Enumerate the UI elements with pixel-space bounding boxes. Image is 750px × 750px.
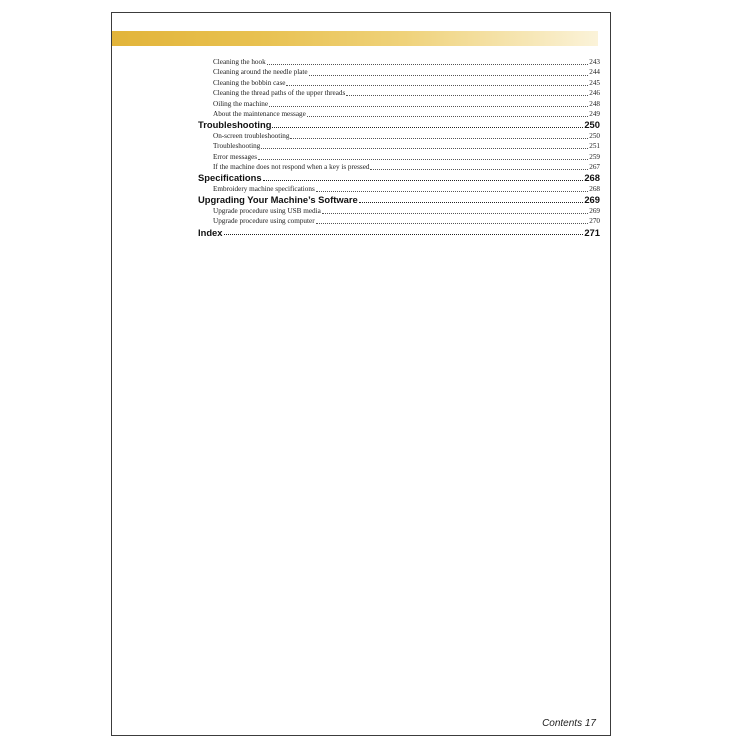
toc-subsection-entry[interactable] — [198, 206, 600, 216]
toc-dot-leader — [267, 63, 589, 65]
toc-subsection-entry[interactable] — [198, 78, 600, 88]
toc-dot-leader — [346, 94, 588, 96]
toc-dot-leader — [370, 168, 588, 170]
toc-section-entry[interactable] — [198, 227, 600, 239]
toc-dot-leader — [261, 147, 588, 149]
toc-entry-page-number: 249 — [589, 109, 600, 118]
document-page — [111, 12, 611, 736]
toc-entry-title: Upgrade procedure using USB media — [213, 206, 321, 215]
toc-entry-page-number: 259 — [589, 152, 600, 161]
toc-dot-leader — [263, 179, 584, 181]
table-of-contents — [198, 57, 600, 238]
toc-entry-page-number: 250 — [589, 131, 600, 140]
toc-dot-leader — [290, 137, 588, 139]
toc-entry-title: About the maintenance message — [213, 109, 306, 118]
toc-subsection-entry[interactable] — [198, 57, 600, 67]
toc-dot-leader — [272, 126, 583, 128]
toc-section-entry[interactable] — [198, 119, 600, 131]
toc-dot-leader — [224, 233, 584, 235]
toc-dot-leader — [309, 74, 589, 76]
toc-entry-title: Cleaning the bobbin case — [213, 78, 286, 87]
toc-subsection-entry[interactable] — [198, 131, 600, 141]
toc-dot-leader — [286, 84, 588, 86]
toc-entry-title: Upgrading Your Machine’s Software — [198, 194, 358, 206]
toc-dot-leader — [316, 190, 588, 192]
toc-dot-leader — [307, 115, 588, 117]
toc-entry-page-number: 244 — [589, 68, 600, 77]
toc-entry-title: Index — [198, 226, 223, 238]
toc-entry-title: On-screen troubleshooting — [213, 131, 290, 140]
toc-entry-page-number: 243 — [589, 58, 600, 66]
toc-subsection-entry[interactable] — [198, 216, 600, 226]
toc-subsection-entry[interactable] — [198, 88, 600, 98]
toc-dot-leader — [258, 158, 588, 160]
toc-subsection-entry[interactable] — [198, 99, 600, 109]
toc-entry-title: Embroidery machine specifications — [213, 184, 315, 193]
toc-entry-title: Cleaning the thread paths of the upper threads — [213, 89, 346, 98]
toc-dot-leader — [316, 222, 589, 224]
toc-subsection-entry[interactable] — [198, 184, 600, 194]
toc-subsection-entry[interactable] — [198, 109, 600, 119]
footer-page-label: Contents 17 — [542, 718, 596, 729]
toc-entry-title: Cleaning the hook — [213, 58, 266, 66]
toc-entry-page-number: 269 — [584, 194, 600, 206]
toc-entry-page-number: 269 — [589, 206, 600, 215]
toc-dot-leader — [269, 105, 588, 107]
toc-subsection-entry[interactable] — [198, 141, 600, 151]
toc-entry-page-number: 268 — [584, 172, 600, 184]
header-gold-band — [112, 31, 598, 46]
toc-entry-title: Cleaning around the needle plate — [213, 68, 308, 77]
toc-entry-title: Troubleshooting — [213, 142, 261, 151]
toc-entry-page-number: 271 — [584, 226, 600, 238]
toc-entry-title: Specifications — [198, 172, 262, 184]
toc-entry-page-number: 267 — [589, 163, 600, 172]
toc-entry-page-number: 270 — [589, 217, 600, 226]
toc-entry-page-number: 251 — [589, 142, 600, 151]
toc-entry-title: Error messages — [213, 152, 258, 161]
toc-entry-page-number: 268 — [589, 184, 600, 193]
toc-entry-page-number: 250 — [584, 119, 600, 131]
toc-section-entry[interactable] — [198, 194, 600, 206]
toc-dot-leader — [359, 201, 584, 203]
toc-entry-page-number: 246 — [589, 89, 600, 98]
toc-entry-title: Upgrade procedure using computer — [213, 217, 315, 226]
toc-entry-page-number: 245 — [589, 78, 600, 87]
toc-subsection-entry[interactable] — [198, 152, 600, 162]
toc-subsection-entry[interactable] — [198, 162, 600, 172]
toc-entry-title: If the machine does not respond when a key is pressed — [213, 163, 370, 172]
toc-dot-leader — [322, 212, 588, 214]
toc-entry-title: Troubleshooting — [198, 119, 272, 131]
toc-section-entry[interactable] — [198, 172, 600, 184]
toc-entry-page-number: 248 — [589, 99, 600, 108]
toc-entry-title: Oiling the machine — [213, 99, 269, 108]
toc-subsection-entry[interactable] — [198, 67, 600, 77]
